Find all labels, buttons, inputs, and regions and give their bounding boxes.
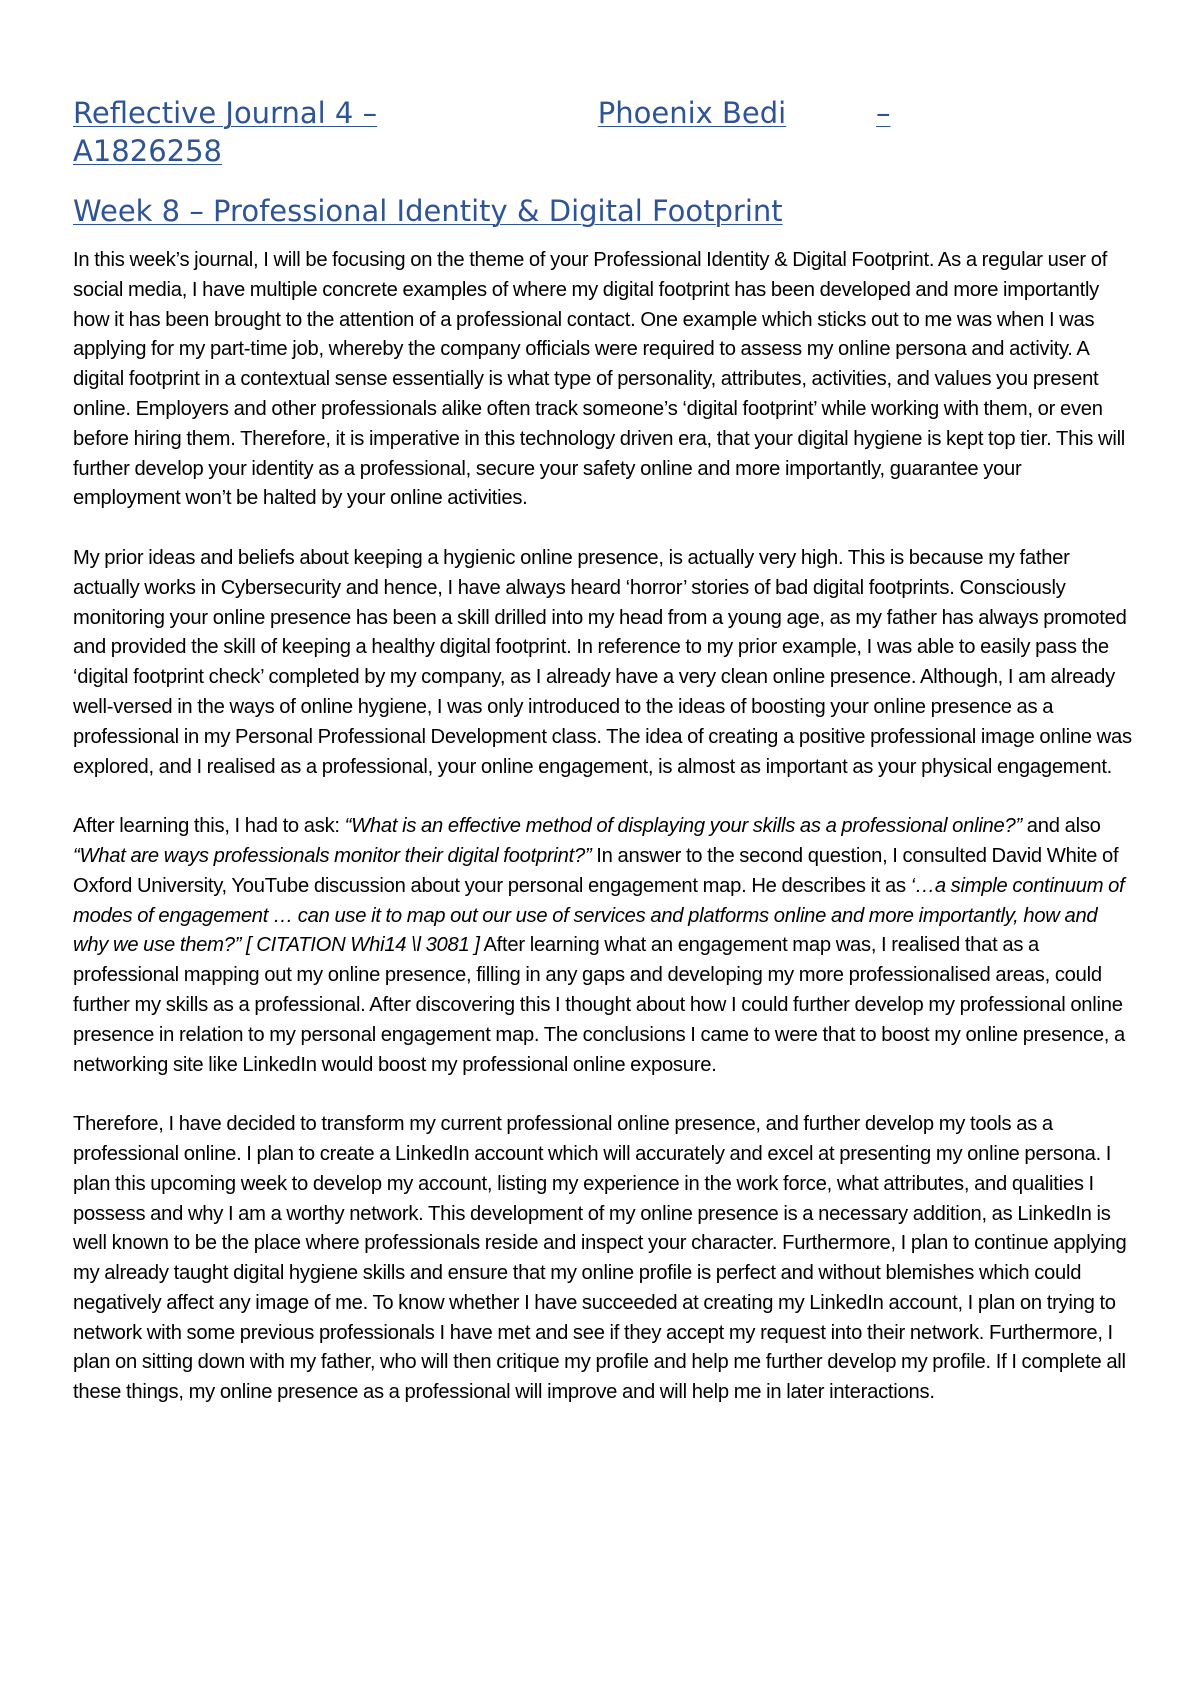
paragraph-1: In this week’s journal, I will be focusing on the theme of your Professional Identity & Digital Footprint. As a regular user of social media, I have multiple concrete examples of where my digital footprint has been developed and more importantly how it has been brought to the attention of a professional contact. One example which sticks out to me was when I was applying for my part-time job, whereby the company officials were required to assess my online persona and activity. A digital footprint in a contextual sense essentially is what type of personality, attributes, activities, and values you present online. Employers and other professionals alike often track someone’s ‘digital footprint’ while working with them, or even before hiring them. Therefore, it is imperative in this technology driven era, that your digital hygiene is kept top tier. This will further develop your identity as a professional, secure your safety online and more importantly, guarantee your employment won’t be halted by your online activities.: [73, 249, 1126, 510]
paragraph-3-text-2: and also: [1021, 815, 1101, 838]
paragraph-3-text-3: In answer to the second question, I consulted David White of Oxford University, YouTube discussion about your personal engagement map. He describes it as: [73, 844, 1119, 897]
title-separator: –: [876, 96, 891, 130]
paragraph-3-quote-1: “What is an effective method of displaying your skills as a professional online?”: [344, 815, 1022, 838]
document-page: [73, 94, 1133, 1438]
paragraph-3: [73, 812, 1133, 1080]
paragraph-3-quote-3: ‘…a simple continuum of modes of engagement … can use it to map out our use of services and platforms online and more importantly, how and why we use them?” [ CITATION Whi14 \l 3081 ]: [73, 874, 1125, 957]
title-author-name: Phoenix Bedi: [597, 96, 787, 130]
week-heading: Week 8 – Professional Identity & Digital Footprint: [73, 194, 783, 228]
paragraph-3-quote-2: “What are ways professionals monitor their digital footprint?”: [73, 844, 592, 867]
paragraph-2: My prior ideas and beliefs about keeping a hygienic online presence, is actually very high. This is because my father actually works in Cybersecurity and hence, I have always heard ‘horror’ stories of bad digital footprints. Consciously monitoring your online presence has been a skill drilled into my head from a young age, as my father has always promoted and provided the skill of keeping a healthy digital footprint. In reference to my prior example, I was able to easily pass the ‘digital footprint check’ completed by my company, as I already have a very clean online presence. Although, I am already well-versed in the ways of online hygiene, I was only introduced to the ideas of boosting your online presence as a professional in my Personal Professional Development class. The idea of creating a positive professional image online was explored, and I realised as a professional, your online engagement, is almost as important as your physical engagement.: [73, 546, 1132, 778]
paragraph-4: Therefore, I have decided to transform my current professional online presence, and further develop my tools as a professional online. I plan to create a LinkedIn account which will accurately and excel at presenting my online persona. I plan this upcoming week to develop my account, listing my experience in the work force, what attributes, and qualities I possess and why I am a worthy network. This development of my online presence is a necessary addition, as LinkedIn is well known to be the place where professionals reside and inspect your character. Furthermore, I plan to continue applying my already taught digital hygiene skills and ensure that my online profile is perfect and without blemishes which could negatively affect any image of me. To know whether I have succeeded at creating my LinkedIn account, I plan on trying to network with some previous professionals I have met and see if they accept my request into their network. Furthermore, I plan on sitting down with my father, who will then critique my profile and help me further develop my profile. If I complete all these things, my online presence as a professional will improve and will help me in later interactions.: [73, 1113, 1127, 1404]
paragraph-3-text-1: After learning this, I had to ask:: [73, 815, 345, 838]
title-student-id: A1826258: [73, 134, 222, 168]
paragraph-3-text-4: After learning what an engagement map was, I realised that as a professional mapping out my online presence, filling in any gaps and developing my more professionalised areas, could further my skills as a professional. After discovering this I thought about how I could further develop my professional online presence in relation to my personal engagement map. The conclusions I came to were that to boost my online presence, a networking site like LinkedIn would boost my professional online exposure.: [73, 934, 1125, 1076]
title-line-1: [73, 94, 1133, 132]
document-title: [73, 94, 1133, 170]
title-journal-label: Reflective Journal 4 –: [73, 96, 378, 130]
